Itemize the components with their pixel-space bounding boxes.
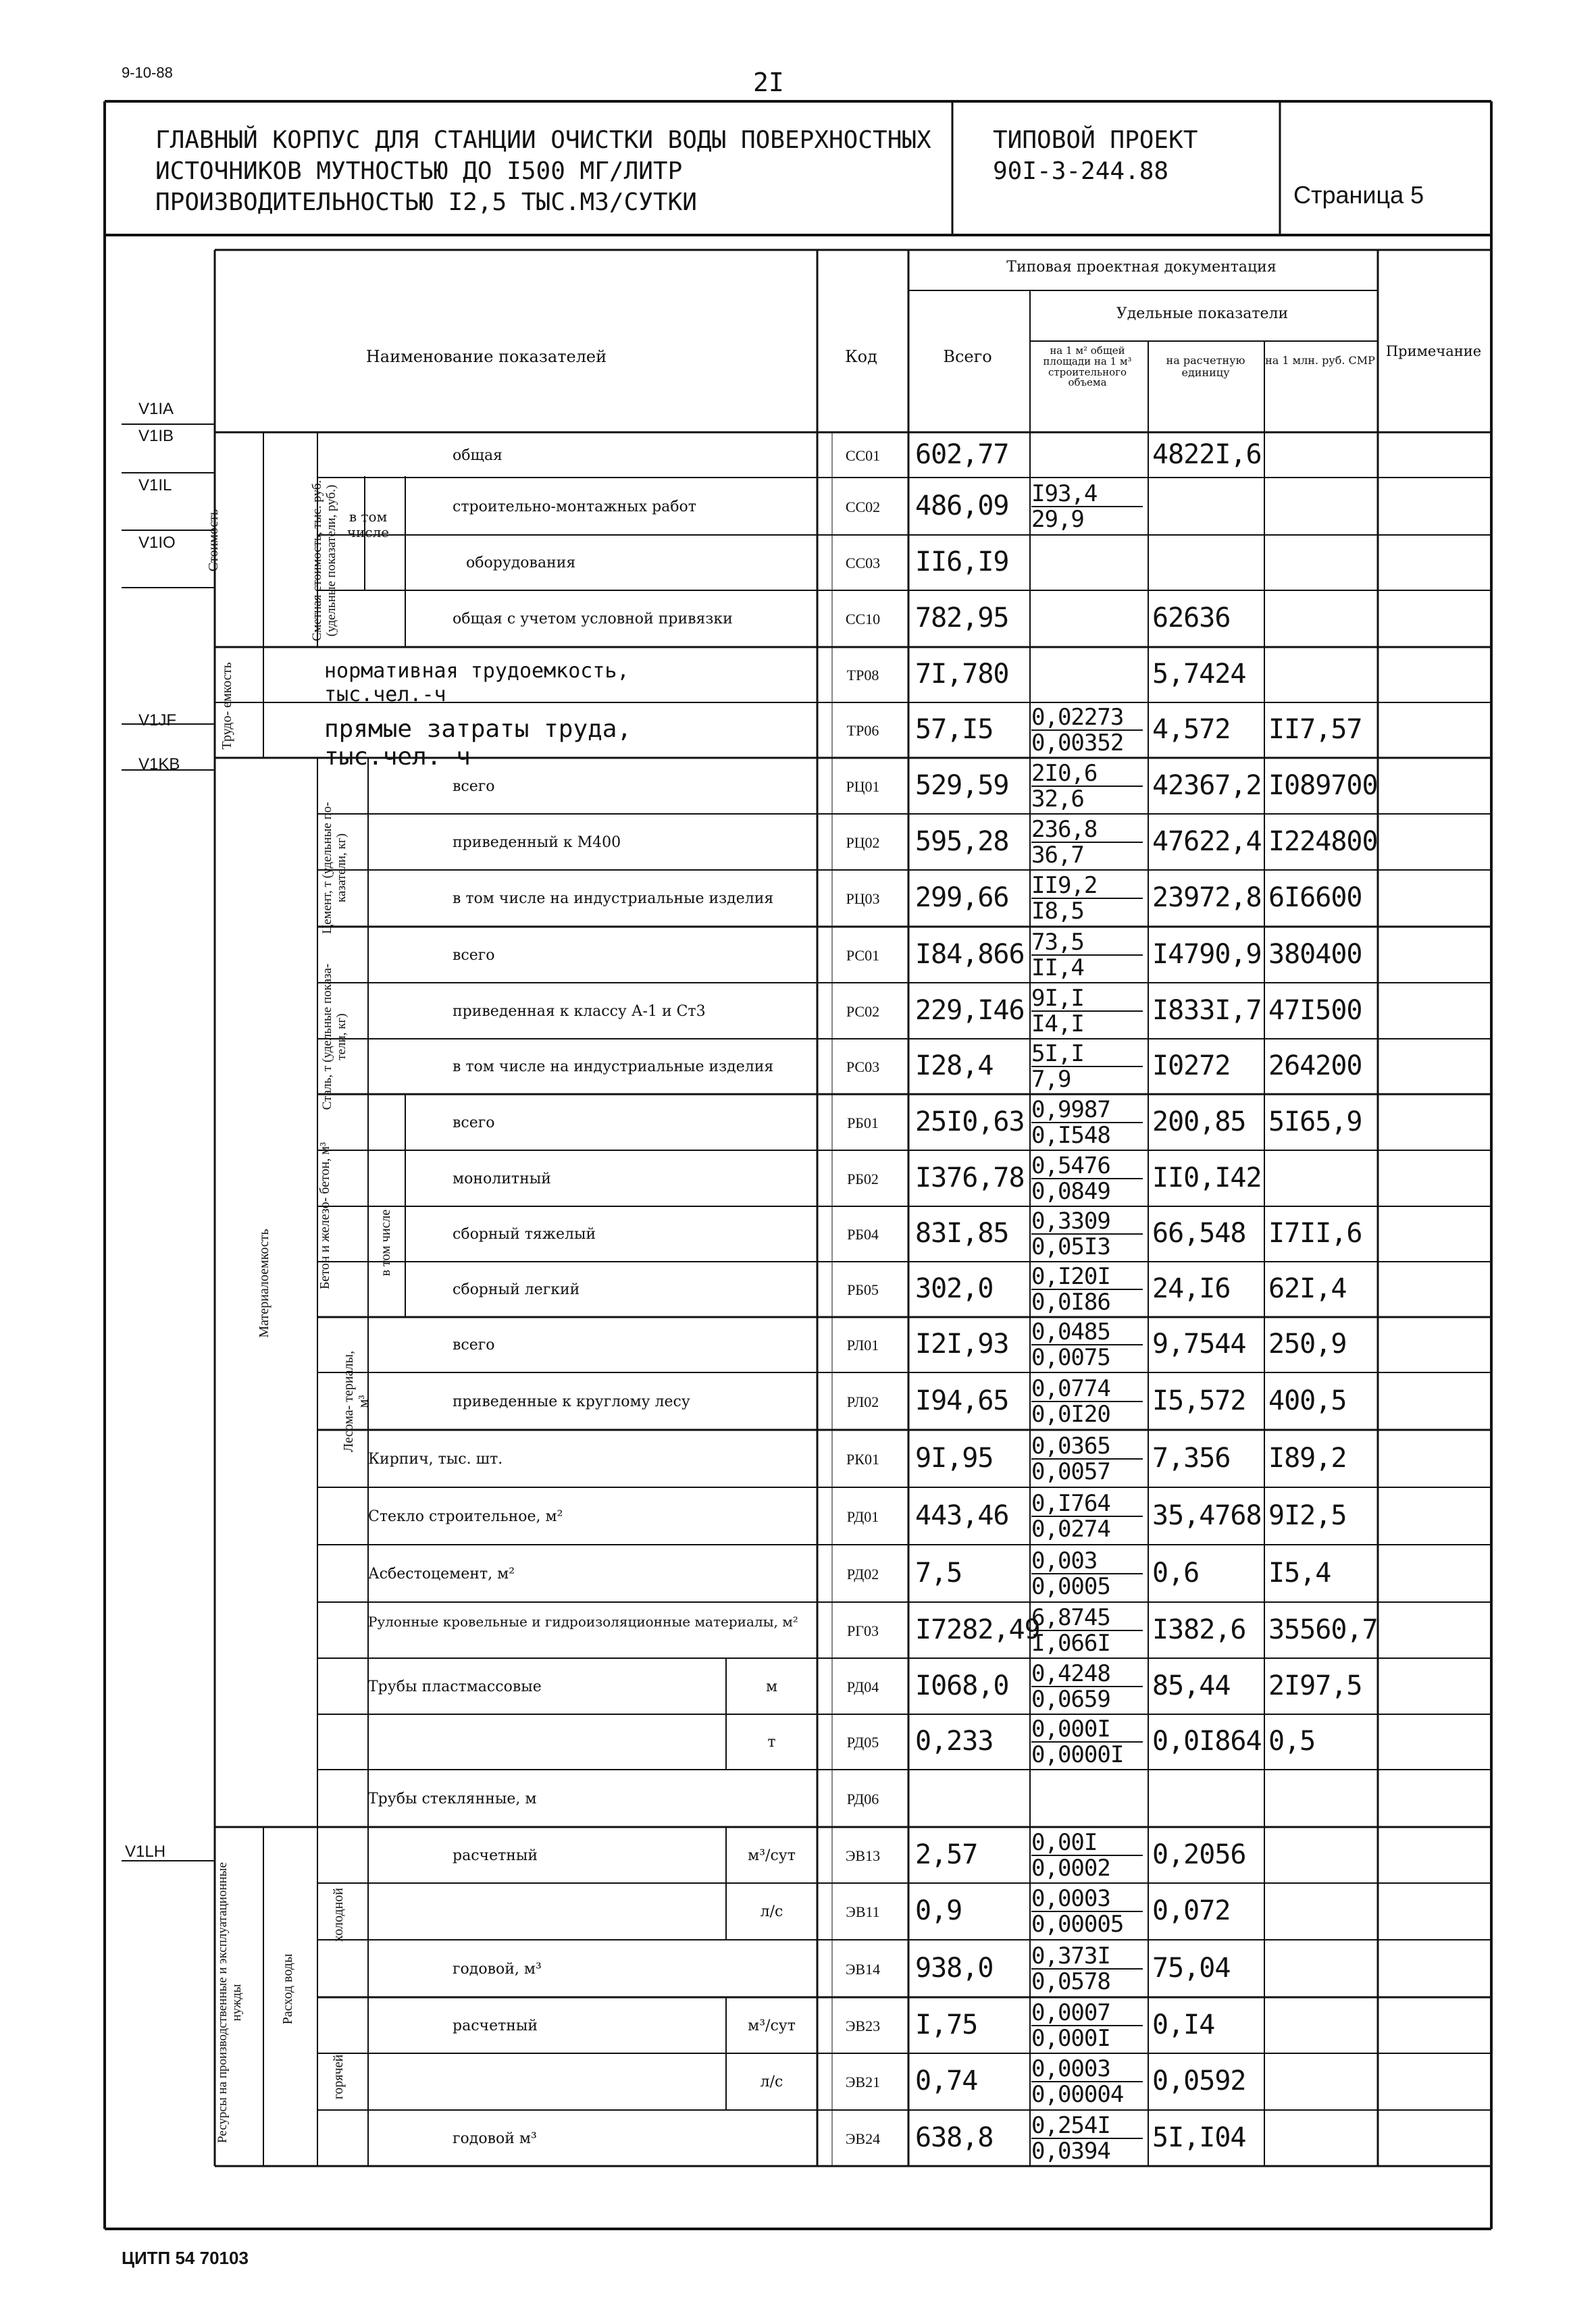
row-specific-fraction (1031, 1944, 1143, 1994)
row-code: РЦ03 (846, 890, 880, 907)
row-unit-label: м³/сут (748, 2017, 796, 2034)
row-name: Кирпич, тыс. шт. (368, 1450, 503, 1468)
row-code: РД05 (846, 1734, 879, 1751)
header-total: Всего (943, 347, 992, 366)
margin-mark: V1IL (138, 476, 172, 494)
row-code: РС02 (846, 1002, 880, 1020)
fraction-numerator: 0,0485 (1031, 1320, 1143, 1345)
row-specific-fraction (1031, 1491, 1143, 1541)
fraction-denominator: I4,I (1031, 1010, 1084, 1037)
row-per-unit: 66,548 (1152, 1218, 1246, 1249)
row-code: РЦ02 (846, 833, 880, 851)
row-specific-fraction (1031, 1549, 1143, 1599)
row-per-mln: I7II,6 (1268, 1218, 1362, 1249)
group-cement: Цемент, т (удельные по- казатели, кг) (320, 802, 349, 934)
margin-mark: V1IO (138, 534, 176, 552)
group-cold: холодной (331, 1888, 346, 1942)
row-code: РЛ02 (846, 1393, 879, 1410)
fraction-denominator: 0,0I86 (1031, 1289, 1110, 1316)
row-name: приведенный к М400 (453, 833, 621, 851)
row-specific-fraction (1031, 1886, 1143, 1936)
margin-mark: V1IB (138, 427, 174, 445)
row-name: прямые затраты труда, тыс.чел.-ч (324, 715, 632, 771)
row-total: 83I,85 (915, 1218, 1009, 1249)
fraction-denominator: 0,00352 (1031, 729, 1124, 756)
fraction-numerator: 0,I764 (1031, 1491, 1143, 1517)
fraction-numerator: 0,4248 (1031, 1662, 1143, 1687)
row-per-mln: 62I,4 (1268, 1273, 1347, 1304)
row-per-unit: I0272 (1152, 1050, 1231, 1081)
row-per-mln: 47I500 (1268, 994, 1362, 1026)
row-unit-label: т (767, 1734, 776, 1751)
row-code: РС03 (846, 1058, 880, 1075)
row-name: сборный легкий (453, 1281, 580, 1298)
fraction-numerator: 5I,I (1031, 1042, 1143, 1067)
row-name: всего (453, 1114, 495, 1131)
fraction-denominator: 36,7 (1031, 841, 1084, 869)
row-code: РС01 (846, 946, 880, 964)
row-unit-label: м³/сут (748, 1847, 796, 1864)
row-per-unit: 7,356 (1152, 1442, 1231, 1474)
title-line: ГЛАВНЫЙ КОРПУС ДЛЯ СТАНЦИИ ОЧИСТКИ ВОДЫ ПОВЕРХНОСТНЫХ (155, 126, 931, 154)
row-code: ТР06 (846, 722, 879, 739)
group-cost: Стоимость (206, 509, 221, 572)
row-name: Трубы пластмассовые (368, 1678, 542, 1695)
row-total: I,75 (915, 2009, 978, 2040)
row-name: приведенная к классу А-1 и Ст3 (453, 1002, 706, 1020)
group-water: Расход воды (280, 1953, 295, 2025)
group-timber: Лесома- териалы, м³ (341, 1350, 371, 1453)
fraction-numerator: 0,0007 (1031, 2001, 1143, 2026)
row-per-unit: I382,6 (1152, 1614, 1246, 1645)
fraction-numerator: 0,0003 (1031, 1886, 1143, 1912)
margin-mark: V1JF (138, 711, 177, 729)
row-name: монолитный (453, 1170, 551, 1187)
row-name: Рулонные кровельные и гидроизоляционные материалы, м² (368, 1613, 798, 1630)
row-per-unit: 24,I6 (1152, 1273, 1231, 1304)
project-line: ТИПОВОЙ ПРОЕКТ (993, 126, 1198, 154)
header-per-area: на 1 м² общей площади на 1 м³ строительного объема (1043, 344, 1132, 389)
fraction-numerator: 0,0003 (1031, 2057, 1143, 2082)
row-per-unit: 47622,4 (1152, 825, 1262, 857)
row-specific-fraction (1031, 986, 1143, 1036)
fraction-denominator: 0,0I20 (1031, 1400, 1110, 1428)
fraction-numerator: 9I,I (1031, 986, 1143, 1012)
row-per-mln: 9I2,5 (1268, 1499, 1347, 1531)
row-per-mln: 6I6600 (1268, 882, 1362, 913)
row-per-mln: 35560,7 (1268, 1614, 1378, 1645)
row-per-mln: 0,5 (1268, 1726, 1316, 1757)
row-code: РД02 (846, 1565, 879, 1583)
header-specific: Удельные показатели (1116, 305, 1289, 322)
row-total: 0,233 (915, 1726, 994, 1757)
group-resources: Ресурсы на производственные и эксплуатационные нужды (215, 1862, 244, 2143)
project-line: 90I-3-244.88 (993, 157, 1169, 185)
row-per-unit: 4822I,6 (1152, 438, 1262, 470)
row-specific-fraction (1031, 1662, 1143, 1712)
fraction-numerator: 0,373I (1031, 1944, 1143, 1970)
row-total: 638,8 (915, 2122, 994, 2153)
fraction-numerator: 0,5476 (1031, 1154, 1143, 1179)
row-name: всего (453, 1337, 495, 1354)
fraction-denominator: 0,0659 (1031, 1685, 1110, 1713)
row-total: 443,46 (915, 1499, 1009, 1531)
row-code: ЭВ23 (845, 2017, 881, 2034)
fraction-denominator: 0,0000I (1031, 1741, 1124, 1768)
row-code: РД06 (846, 1790, 879, 1807)
row-name: в том числе на индустриальные изделия (453, 890, 774, 907)
row-per-mln: I89,2 (1268, 1442, 1347, 1474)
row-code: ЭВ14 (845, 1960, 881, 1978)
fraction-denominator: 0,0578 (1031, 1968, 1110, 1995)
row-specific-fraction (1031, 1264, 1143, 1314)
row-name: Стекло строительное, м² (368, 1508, 563, 1525)
header-per-mln: на 1 млн. руб. СМР (1265, 354, 1375, 367)
group-materials: Материалоемкость (257, 1229, 272, 1338)
row-per-mln: I5,4 (1268, 1557, 1331, 1589)
row-per-mln: 250,9 (1268, 1329, 1347, 1360)
row-name: всего (453, 777, 495, 795)
row-per-unit: 0,0592 (1152, 2065, 1246, 2097)
row-per-unit: 42367,2 (1152, 769, 1262, 801)
row-total: I84,866 (915, 938, 1025, 970)
fraction-denominator: 7,9 (1031, 1066, 1071, 1093)
title-line: ПРОИЗВОДИТЕЛЬНОСТЬЮ I2,5 ТЫС.МЗ/СУТКИ (155, 188, 697, 216)
row-total: I068,0 (915, 1670, 1009, 1701)
row-total: 57,I5 (915, 714, 994, 745)
row-name: Асбестоцемент, м² (368, 1565, 515, 1583)
row-total: 602,77 (915, 438, 1009, 470)
row-per-unit: 75,04 (1152, 1952, 1231, 1984)
sheet-label: Страница 5 (1293, 181, 1424, 209)
header-code: Код (845, 347, 877, 366)
row-name: нормативная трудоемкость, тыс.чел.-ч (324, 659, 629, 706)
row-total: I376,78 (915, 1162, 1025, 1193)
row-per-unit: 200,85 (1152, 1106, 1246, 1137)
row-per-mln: 5I65,9 (1268, 1106, 1362, 1137)
row-specific-fraction (1031, 1605, 1143, 1655)
group-incl2: в том числе (378, 1209, 393, 1277)
fraction-denominator: II,4 (1031, 954, 1084, 981)
row-total: 2,57 (915, 1839, 978, 1870)
row-specific-fraction (1031, 1042, 1143, 1091)
fraction-denominator: 0,0002 (1031, 1854, 1110, 1882)
fraction-numerator: 0,000I (1031, 1717, 1143, 1743)
row-total: II6,I9 (915, 546, 1009, 577)
row-specific-fraction (1031, 2057, 1143, 2107)
fraction-denominator: 29,9 (1031, 505, 1084, 533)
margin-mark: V1LH (125, 1843, 166, 1861)
fraction-denominator: 0,000I (1031, 2024, 1110, 2052)
fraction-numerator: 0,0774 (1031, 1377, 1143, 1402)
row-per-unit: 9,7544 (1152, 1329, 1246, 1360)
row-name: сборный тяжелый (453, 1226, 596, 1243)
fraction-numerator: 0,02273 (1031, 705, 1143, 731)
fraction-denominator: 0,0005 (1031, 1572, 1110, 1600)
row-unit-label: л/с (760, 1903, 783, 1920)
fraction-denominator: 0,I548 (1031, 1121, 1110, 1149)
fraction-denominator: 0,0394 (1031, 2137, 1110, 2165)
row-specific-fraction (1031, 873, 1143, 923)
row-specific-fraction (1031, 1154, 1143, 1204)
header-note: Примечание (1385, 343, 1482, 359)
row-per-mln: I224800 (1268, 825, 1378, 857)
row-per-unit: 0,0I864 (1152, 1726, 1262, 1757)
row-code: СС10 (845, 611, 881, 627)
row-code: РБ04 (847, 1226, 879, 1243)
row-per-unit: 5,7424 (1152, 659, 1246, 690)
row-specific-fraction (1031, 1830, 1143, 1880)
fraction-numerator: I93,4 (1031, 482, 1143, 507)
fraction-numerator: 0,0365 (1031, 1434, 1143, 1460)
fraction-denominator: 0,00005 (1031, 1911, 1124, 1938)
row-total: 595,28 (915, 825, 1009, 857)
row-total: I94,65 (915, 1385, 1009, 1416)
group-labor: Трудо- емкость (220, 662, 234, 750)
row-total: I28,4 (915, 1050, 994, 1081)
fraction-numerator: 0,254I (1031, 2113, 1143, 2139)
row-total: 7,5 (915, 1557, 962, 1589)
fraction-numerator: 2I0,6 (1031, 761, 1143, 787)
row-code: ЭВ24 (845, 2130, 881, 2147)
group-concrete: Бетон и железо- бетон, м³ (317, 1142, 332, 1289)
row-total: 529,59 (915, 769, 1009, 801)
row-per-unit: 62636 (1152, 602, 1231, 634)
row-specific-fraction (1031, 1320, 1143, 1370)
row-name: оборудования (466, 555, 576, 571)
fraction-numerator: 73,5 (1031, 930, 1143, 956)
row-total: 0,9 (915, 1895, 962, 1926)
row-specific-fraction (1031, 482, 1143, 532)
row-code: РК01 (846, 1450, 879, 1468)
row-code: РБ05 (847, 1281, 879, 1298)
fraction-denominator: 0,0075 (1031, 1344, 1110, 1371)
row-total: 782,95 (915, 602, 1009, 634)
row-per-unit: 5I,I04 (1152, 2122, 1246, 2153)
fraction-numerator: 0,I20I (1031, 1264, 1143, 1290)
fraction-numerator: 0,3309 (1031, 1209, 1143, 1235)
row-per-unit: 0,I4 (1152, 2009, 1215, 2040)
row-code: РД04 (846, 1678, 879, 1695)
fraction-denominator: I8,5 (1031, 898, 1084, 925)
row-total: 7I,780 (915, 659, 1009, 690)
row-code: СС03 (845, 555, 881, 571)
row-specific-fraction (1031, 930, 1143, 980)
row-name: всего (453, 946, 495, 964)
row-specific-fraction (1031, 817, 1143, 867)
row-specific-fraction (1031, 1374, 1143, 1428)
row-code: ЭВ13 (845, 1847, 881, 1864)
row-per-unit: I5,572 (1152, 1385, 1246, 1416)
row-name: расчетный (453, 1847, 538, 1864)
row-name: общая (453, 446, 503, 464)
group-steel: Сталь, т (удельные показа- тели, кг) (320, 963, 349, 1110)
row-code: РГ03 (847, 1622, 879, 1639)
row-per-unit: I833I,7 (1152, 994, 1262, 1026)
row-specific-fraction (1031, 2113, 1143, 2163)
fraction-numerator: 236,8 (1031, 817, 1143, 843)
row-specific-fraction (1031, 705, 1143, 755)
row-per-mln: 380400 (1268, 938, 1362, 970)
fraction-numerator: 0,00I (1031, 1830, 1143, 1856)
group-incl: в том числе (346, 509, 390, 540)
row-total: I7282,49 (915, 1614, 1040, 1645)
row-per-mln: 264200 (1268, 1050, 1362, 1081)
footer-code: ЦИТП 54 70103 (122, 2248, 249, 2268)
row-per-mln: II7,57 (1268, 714, 1362, 745)
fraction-denominator: 0,05I3 (1031, 1233, 1110, 1260)
row-total: I2I,93 (915, 1329, 1009, 1360)
fraction-denominator: 0,0849 (1031, 1177, 1110, 1205)
row-total: 299,66 (915, 882, 1009, 913)
fraction-numerator: 0,9987 (1031, 1098, 1143, 1123)
corner-code: 9-10-88 (122, 64, 173, 81)
row-specific-fraction (1031, 1209, 1143, 1259)
group-hot: горячей (331, 2054, 346, 2100)
row-total: 486,09 (915, 490, 1009, 521)
row-name: расчетный (453, 2017, 538, 2034)
row-name: в том числе на индустриальные изделия (453, 1058, 774, 1075)
row-code: РБ01 (847, 1114, 879, 1131)
row-per-mln: I089700 (1268, 769, 1378, 801)
row-per-unit: 85,44 (1152, 1670, 1231, 1701)
row-specific-fraction (1031, 1717, 1143, 1767)
fraction-denominator: I,066I (1031, 1629, 1110, 1657)
row-total: 229,I46 (915, 994, 1025, 1026)
fraction-numerator: II9,2 (1031, 873, 1143, 899)
row-per-unit: 35,4768 (1152, 1499, 1262, 1531)
header-per-unit: на расчетную единицу (1166, 354, 1245, 380)
row-specific-fraction (1031, 1098, 1143, 1148)
page-number: 2I (753, 68, 784, 97)
row-per-mln: 400,5 (1268, 1385, 1347, 1416)
fraction-denominator: 0,00004 (1031, 2081, 1124, 2108)
row-per-unit: 0,6 (1152, 1557, 1200, 1589)
fraction-denominator: 0,0057 (1031, 1458, 1110, 1485)
row-total: 302,0 (915, 1273, 994, 1304)
title-line: ИСТОЧНИКОВ МУТНОСТЬЮ ДО I500 МГ/ЛИТР (155, 157, 683, 185)
row-per-unit: II0,I42 (1152, 1162, 1262, 1193)
group-cost-sub: Сметная стоимость, тыс. руб. (удельные показатели, руб.) (310, 480, 338, 642)
row-code: СС01 (845, 446, 881, 464)
row-name: строительно-монтажных работ (453, 498, 696, 515)
row-specific-fraction (1031, 2001, 1143, 2051)
row-per-unit: 0,072 (1152, 1895, 1231, 1926)
row-name: годовой, м³ (453, 1960, 542, 1978)
row-per-unit: 23972,8 (1152, 882, 1262, 913)
row-code: ЭВ11 (846, 1903, 880, 1920)
fraction-numerator: 6,8745 (1031, 1605, 1143, 1631)
project-number (993, 125, 1250, 187)
row-specific-fraction (1031, 761, 1143, 811)
row-total: 938,0 (915, 1952, 994, 1984)
row-code: РБ02 (847, 1170, 879, 1187)
margin-mark: V1KB (138, 755, 180, 773)
fraction-denominator: 32,6 (1031, 785, 1084, 813)
row-unit-label: м (765, 1678, 778, 1695)
row-name: общая с учетом условной привязки (453, 611, 733, 627)
row-unit-label: л/с (760, 2074, 783, 2090)
row-code: ТР08 (846, 667, 879, 684)
row-total: 9I,95 (915, 1442, 994, 1474)
row-total: 25I0,63 (915, 1106, 1025, 1137)
row-specific-fraction (1031, 1434, 1143, 1484)
row-name: годовой м³ (453, 2130, 537, 2147)
row-code: РЦ01 (846, 777, 880, 795)
row-total: 0,74 (915, 2065, 978, 2097)
fraction-numerator: 0,003 (1031, 1549, 1143, 1574)
header-name: Наименование показателей (365, 347, 607, 366)
fraction-denominator: 0,0274 (1031, 1515, 1110, 1543)
row-name: Трубы стеклянные, м (368, 1790, 537, 1807)
row-code: РЛ01 (846, 1337, 879, 1354)
document-title (155, 125, 939, 218)
row-per-unit: 0,2056 (1152, 1839, 1246, 1870)
row-code: РД01 (846, 1508, 879, 1525)
row-name: приведенные к круглому лесу (453, 1393, 690, 1410)
row-per-unit: I4790,9 (1152, 938, 1262, 970)
row-per-unit: 4,572 (1152, 714, 1231, 745)
margin-mark: V1IA (138, 400, 174, 418)
header-docs: Типовая проектная документация (1006, 259, 1277, 276)
row-per-mln: 2I97,5 (1268, 1670, 1362, 1701)
row-code: ЭВ21 (845, 2074, 881, 2090)
row-code: СС02 (845, 498, 881, 515)
